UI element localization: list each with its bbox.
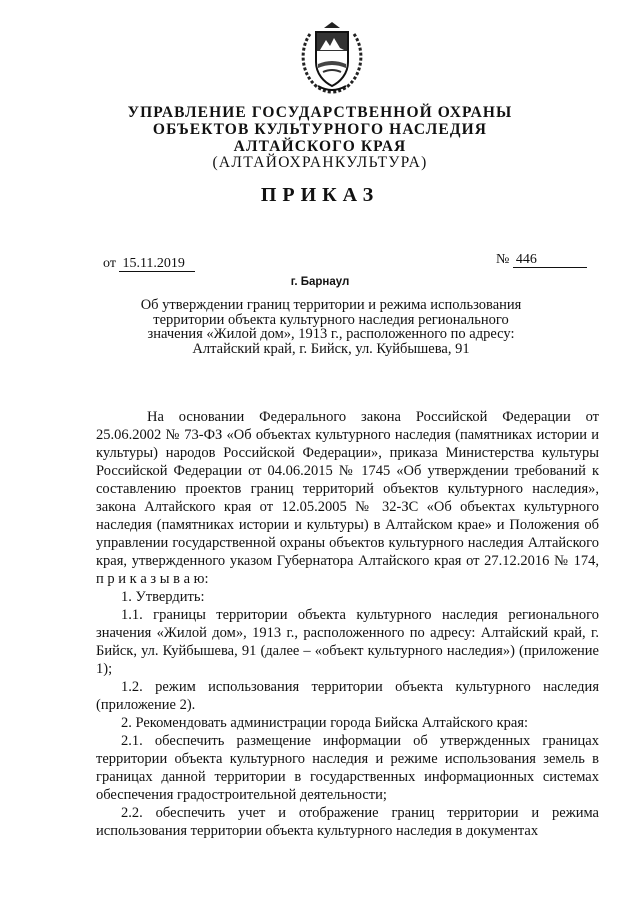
header-line-1: УПРАВЛЕНИЕ ГОСУДАРСТВЕННОЙ ОХРАНЫ <box>127 104 513 121</box>
body-paragraph: 1. Утвердить: <box>121 589 205 605</box>
subject-block <box>96 298 566 356</box>
subject-line: Алтайский край, г. Бийск, ул. Куйбышева, 91 <box>192 340 470 357</box>
body-paragraph: 1.1. границы территории объекта культурного наследия регионального значения «Жилой дом», 1913 г., расположенного по адресу: Алтайский край, г. Бийск, ул. Куйбышева, 91 (далее – «объект культурного наследия») (приложение 1); <box>96 607 599 677</box>
subject-line: Об утверждении границ территории и режима использования <box>140 297 522 313</box>
header-line-2: ОБЪЕКТОВ КУЛЬТУРНОГО НАСЛЕДИЯ <box>152 121 488 138</box>
order-body <box>96 408 599 840</box>
body-paragraph: 2.2. обеспечить учет и отображение границ территории и режима использования территории объекта культурного наследия в документах <box>96 805 599 839</box>
number-prefix: № <box>496 252 510 267</box>
header-line-4: (АЛТАЙОХРАНКУЛЬТУРА) <box>212 154 428 171</box>
document-title: ПРИКАЗ <box>260 184 380 206</box>
date-line <box>103 256 195 272</box>
date-value: 15.11.2019 <box>119 257 195 272</box>
city-label: г. Барнаул <box>290 276 350 288</box>
body-paragraph: 2. Рекомендовать администрации города Бийска Алтайского края: <box>121 715 529 731</box>
number-line <box>496 252 587 268</box>
body-paragraph: 2.1. обеспечить размещение информации об утвержденных границах территории объекта культурного наследия и режиме использования земель в границах данной территории в государственных информационных системах обеспечения градостроительной деятельности; <box>96 733 599 803</box>
header-line-3: АЛТАЙСКОГО КРАЯ <box>233 138 407 155</box>
subject-line: значения «Жилой дом», 1913 г., расположенного по адресу: <box>147 326 515 342</box>
subject-line: территории объекта культурного наследия регионального <box>153 311 509 328</box>
body-paragraph: На основании Федерального закона Российской Федерации от 25.06.2002 № 73-ФЗ «Об объектах культурного наследия (памятниках истории и культуры) народов Российской Федерации», приказа Министерства культуры Российской Федерации от 04.06.2015 № 1745 «Об утверждении требований к составлению проектов границ территорий объектов культурного наследия», закона Алтайского края от 12.05.2005 № 32-ЗС «Об объектах культурного наследия (памятниках истории и культуры) в Алтайском крае» и Положения об управлении государственной охраны объектов культурного наследия Алтайского края, утвержденного указом Губернатора Алтайского края от 27.12.2016 № 174, п р и к а з ы в а ю: <box>96 409 599 587</box>
coat-of-arms-icon <box>296 20 368 96</box>
body-paragraph: 1.2. режим использования территории объекта культурного наследия (приложение 2). <box>96 679 599 713</box>
date-prefix: от <box>103 256 116 271</box>
number-value: 446 <box>513 253 587 268</box>
